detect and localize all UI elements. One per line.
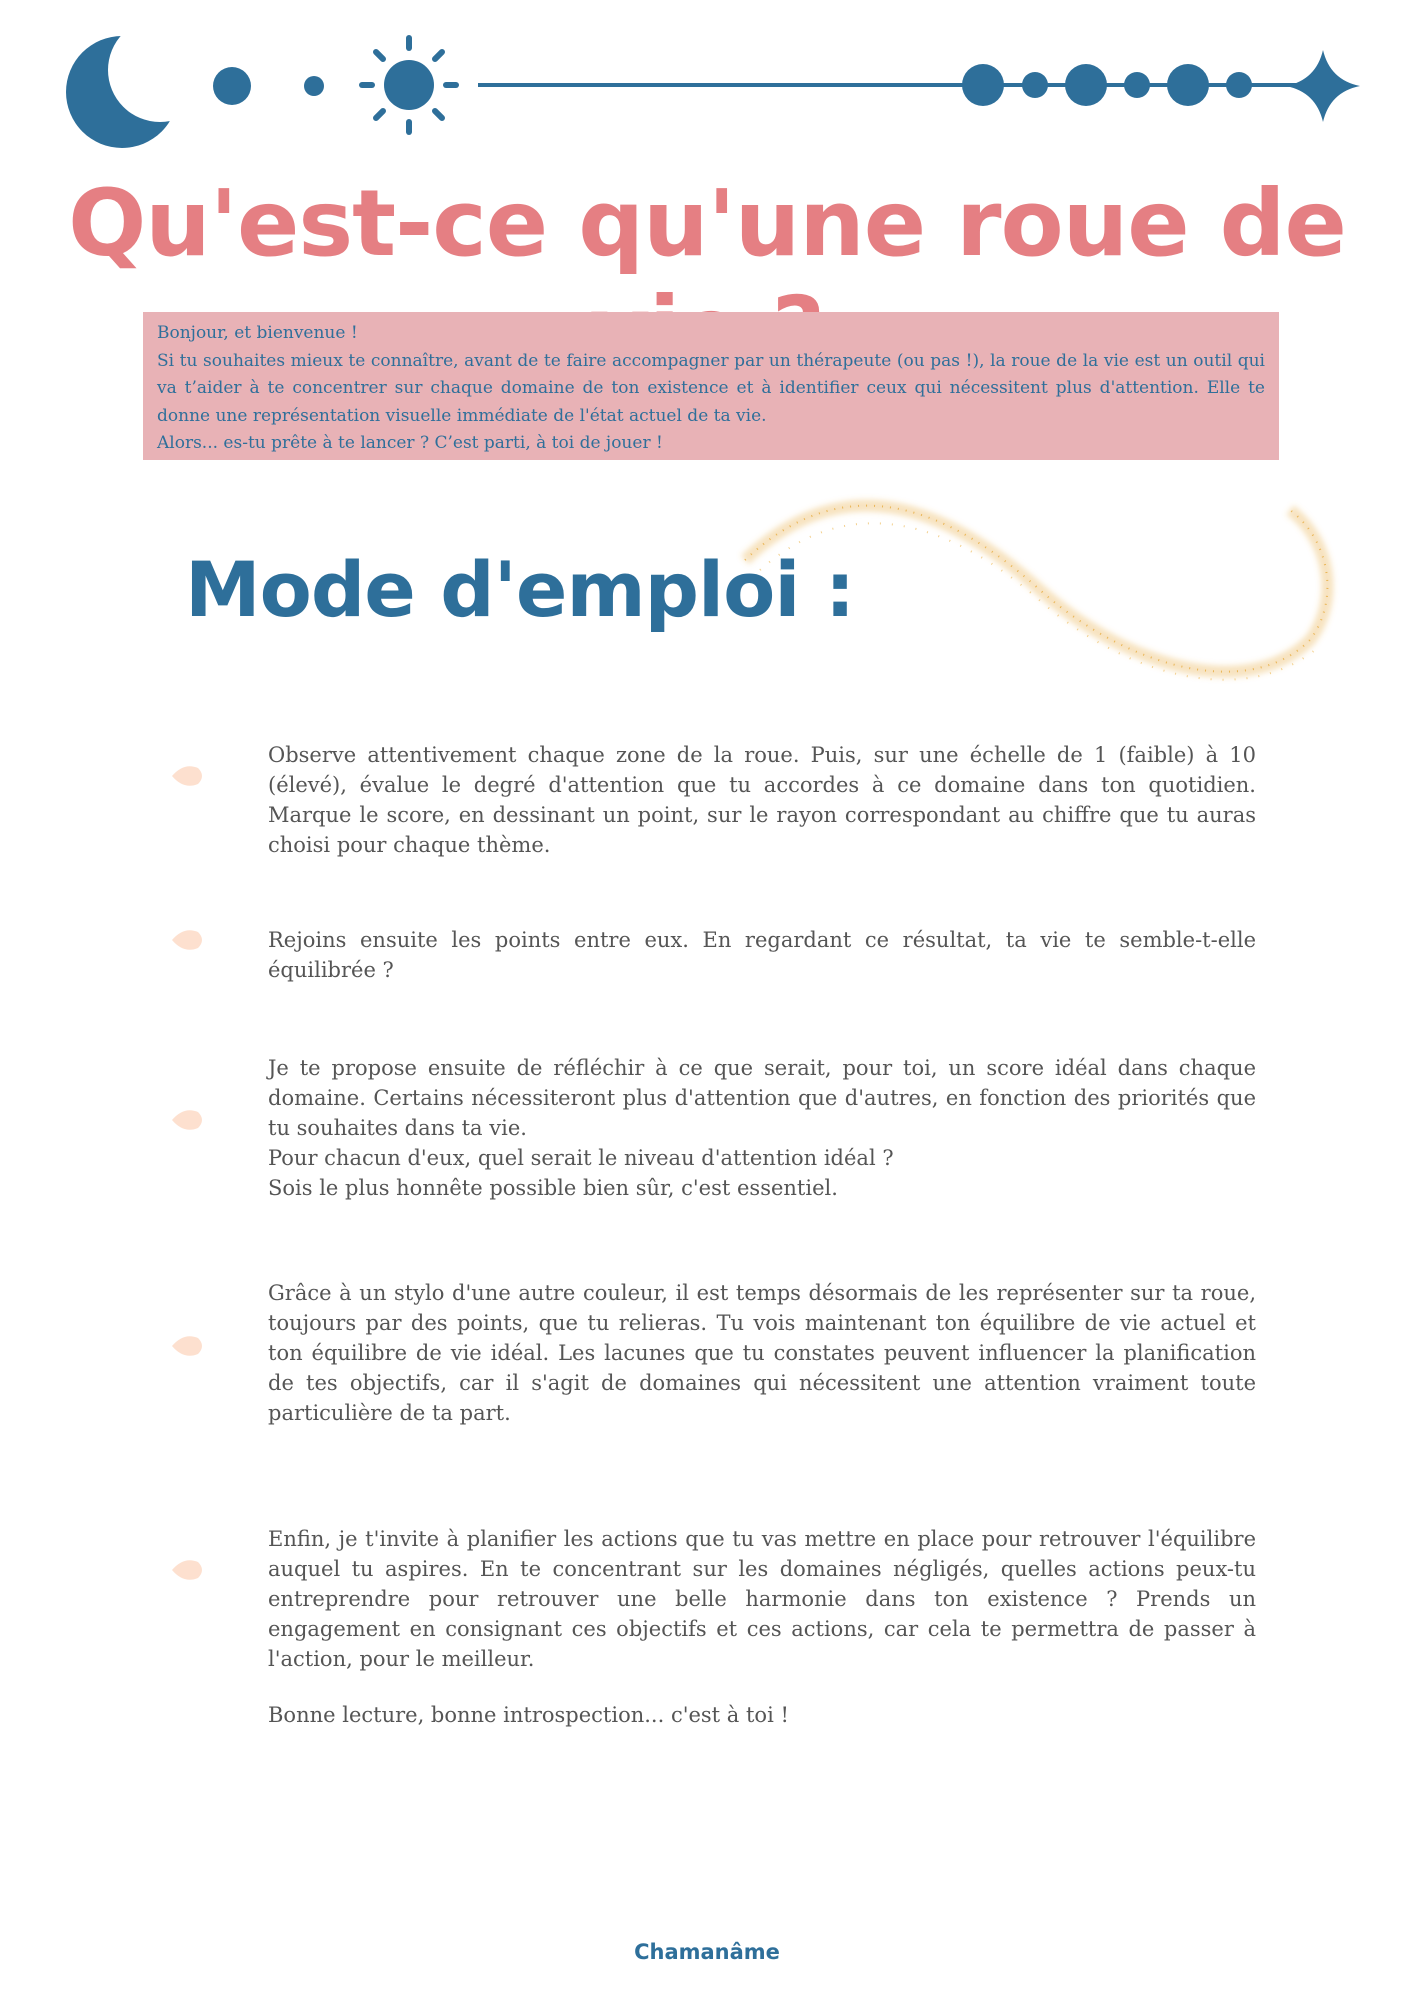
header-decoration	[0, 0, 1414, 160]
intro-box	[143, 312, 1279, 460]
petal-bullet-icon	[168, 1332, 206, 1360]
closing-text: Bonne lecture, bonne introspection... c'est à toi !	[268, 1703, 789, 1727]
instruction-step	[268, 1053, 1256, 1203]
petal-bullet-icon	[168, 1556, 206, 1584]
step-text: Rejoins ensuite les points entre eux. En regardant ce résultat, ta vie te semble-t-elle équilibrée ?	[268, 928, 1256, 982]
intro-call-to-action: Alors... es-tu prête à te lancer ? C’est parti, à toi de jouer !	[157, 433, 663, 453]
instruction-step	[268, 925, 1256, 985]
star-icon	[1286, 50, 1360, 122]
section-heading: Mode d'emploi :	[185, 545, 855, 634]
step-text: Sois le plus honnête possible bien sûr, c'est essentiel.	[268, 1176, 838, 1200]
dot-icon	[304, 76, 324, 96]
petal-bullet-icon	[168, 926, 206, 954]
intro-greeting: Bonjour, et bienvenue !	[157, 323, 358, 343]
instruction-step	[268, 740, 1256, 860]
petal-bullet-icon	[168, 762, 206, 790]
step-text: Enfin, je t'invite à planifier les actions que tu vas mettre en place pour retrouver l'équilibre auquel tu aspires. En te concentrant sur les domaines négligés, quelles actions peux-tu entreprendre pour retrouver une belle harmonie dans ton existence ? Prends un engagement en consignant ces objectifs et ces actions, car cela te permettra de passer à l'action, pour le meilleur.	[268, 1527, 1256, 1671]
dot-icon	[213, 67, 251, 105]
step-text: Grâce à un stylo d'une autre couleur, il est temps désormais de les représenter sur ta roue, toujours par des points, que tu relieras. Tu vois maintenant ton équilibre de vie actuel et ton équilibre de vie idéal. Les lacunes que tu constates peuvent influencer la planification de tes objectifs, car il s'agit de domaines qui nécessitent une attention vraiment toute particulière de ta part.	[268, 1281, 1256, 1425]
petal-bullet-icon	[168, 1106, 206, 1134]
step-text: Observe attentivement chaque zone de la roue. Puis, sur une échelle de 1 (faible) à 10 (élevé), évalue le degré d'attention que tu accordes à ce domaine dans ton quotidien. Marque le score, en dessinant un point, sur le rayon correspondant au chiffre que tu auras choisi pour chaque thème.	[268, 743, 1256, 857]
step-text: Pour chacun d'eux, quel serait le niveau d'attention idéal ?	[268, 1146, 894, 1170]
sun-icon	[362, 38, 456, 132]
crescent-moon-icon	[66, 18, 212, 148]
closing-line	[268, 1700, 1256, 1730]
instruction-step	[268, 1278, 1256, 1428]
intro-paragraph: Si tu souhaites mieux te connaître, avant de te faire accompagner par un thérapeute (ou pas !), la roue de la vie est un outil qui va t’aider à te concentrer sur chaque domaine de ton existence et à identifier ceux qui nécessitent plus d'attention. Elle te donne une représentation visuelle immédiate de l'état actuel de ta vie.	[157, 350, 1265, 426]
footer-brand: Chamanâme	[634, 1940, 780, 1964]
step-text: Je te propose ensuite de réfléchir à ce que serait, pour toi, un score idéal dans chaque domaine. Certains nécessiteront plus d'attention que d'autres, en fonction des priorités que tu souhaites dans ta vie.	[268, 1056, 1256, 1140]
page-title: Qu'est-ce qu'une roue de	[68, 170, 1346, 277]
instruction-step	[268, 1524, 1256, 1674]
